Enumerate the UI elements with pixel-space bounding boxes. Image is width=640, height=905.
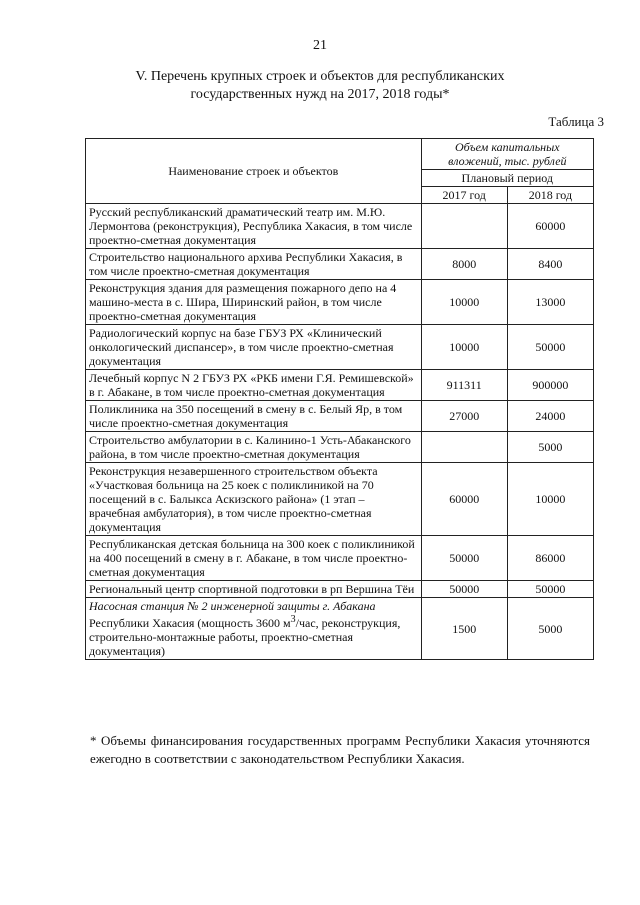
row-value-2018: 13000 <box>507 280 593 325</box>
row-name: Поликлиника на 350 посещений в смену в с. Белый Яр, в том числе проектно-сметная документация <box>86 401 422 432</box>
row-value-2018: 86000 <box>507 536 593 581</box>
row-value-2017: 8000 <box>421 249 507 280</box>
row-name: Реконструкция незавершенного строительством объекта «Участковая больница на 25 коек с поликлиникой на 70 посещений в с. Балыкса Аскизского района» (1 этап – врачебная амбулатория), в том числе проектно-сметная документация <box>86 463 422 536</box>
table-row <box>86 432 594 463</box>
row-name: Русский республиканский драматический театр им. М.Ю. Лермонтова (реконструкция), Республика Хакасия, в том числе проектно-сметная документация <box>86 204 422 249</box>
row-value-2017: 911311 <box>421 370 507 401</box>
table-row <box>86 204 594 249</box>
table-header <box>86 139 594 204</box>
row-value-2018: 50000 <box>507 325 593 370</box>
section-title <box>80 68 560 104</box>
row-name: Строительство национального архива Республики Хакасия, в том числе проектно-сметная документация <box>86 249 422 280</box>
table-row <box>86 401 594 432</box>
row-value-2017 <box>421 204 507 249</box>
row-value-2017: 60000 <box>421 463 507 536</box>
column-header-investment <box>421 139 593 170</box>
projects-table <box>85 138 594 660</box>
row-value-2017: 1500 <box>421 598 507 660</box>
table-row <box>86 249 594 280</box>
table-row <box>86 598 594 660</box>
footnote: * Объемы финансирования государственных программ Республики Хакасия уточняются ежегодно в соответствии с законодательством Республики Хакасия. <box>90 733 590 766</box>
table-row <box>86 370 594 401</box>
table-body <box>86 204 594 660</box>
column-header-2017: 2017 год <box>421 187 507 204</box>
column-header-investment-line2: вложений, тыс. рублей <box>448 154 567 168</box>
row-value-2017: 50000 <box>421 536 507 581</box>
row-name-part3: /час, реконструкция, строительно-монтажные работы, проектно-сметная документация) <box>89 616 401 658</box>
row-value-2018: 900000 <box>507 370 593 401</box>
row-value-2017 <box>421 432 507 463</box>
column-header-name: Наименование строек и объектов <box>86 139 422 204</box>
row-name: Региональный центр спортивной подготовки в рп Вершина Тёи <box>86 581 422 598</box>
table-row <box>86 280 594 325</box>
table-row <box>86 325 594 370</box>
row-value-2018: 60000 <box>507 204 593 249</box>
row-value-2017: 10000 <box>421 280 507 325</box>
row-value-2017: 50000 <box>421 581 507 598</box>
table-row <box>86 581 594 598</box>
row-value-2017: 27000 <box>421 401 507 432</box>
row-name: Реконструкция здания для размещения пожарного депо на 4 машино-места в с. Шира, Ширинский район, в том числе проектно-сметная документация <box>86 280 422 325</box>
row-value-2017: 10000 <box>421 325 507 370</box>
row-name: Радиологический корпус на базе ГБУЗ РХ «Клинический онкологический диспансер», в том числе проектно-сметная документация <box>86 325 422 370</box>
row-name-superscript: 3 <box>290 614 296 625</box>
row-name-part1: Насосная станция № 2 инженерной защиты г. Абакана <box>89 599 376 613</box>
column-header-2018: 2018 год <box>507 187 593 204</box>
table-row <box>86 463 594 536</box>
row-value-2018: 50000 <box>507 581 593 598</box>
page-number: 21 <box>313 38 327 53</box>
table-row <box>86 536 594 581</box>
column-header-period: Плановый период <box>421 170 593 187</box>
row-name-part2: Республики Хакасия (мощность 3600 м <box>89 616 291 630</box>
row-value-2018: 5000 <box>507 598 593 660</box>
column-header-investment-line1: Объем капитальных <box>455 140 560 154</box>
section-title-line2: государственных нужд на 2017, 2018 годы* <box>190 87 450 102</box>
row-name: Республиканская детская больница на 300 коек с поликлиникой на 400 посещений в смену в г. Абакане, в том числе проектно-сметная документация <box>86 536 422 581</box>
section-title-line1: V. Перечень крупных строек и объектов для республиканских <box>135 69 505 84</box>
row-name: Строительство амбулатории в с. Калинино-1 Усть-Абаканского района, в том числе проектно-сметная документация <box>86 432 422 463</box>
row-value-2018: 24000 <box>507 401 593 432</box>
row-value-2018: 8400 <box>507 249 593 280</box>
table-label: Таблица 3 <box>548 114 604 129</box>
row-name: Лечебный корпус N 2 ГБУЗ РХ «РКБ имени Г.Я. Ремишевской» в г. Абакане, в том числе проектно-сметная документация <box>86 370 422 401</box>
row-name <box>86 598 422 660</box>
row-value-2018: 5000 <box>507 432 593 463</box>
row-value-2018: 10000 <box>507 463 593 536</box>
